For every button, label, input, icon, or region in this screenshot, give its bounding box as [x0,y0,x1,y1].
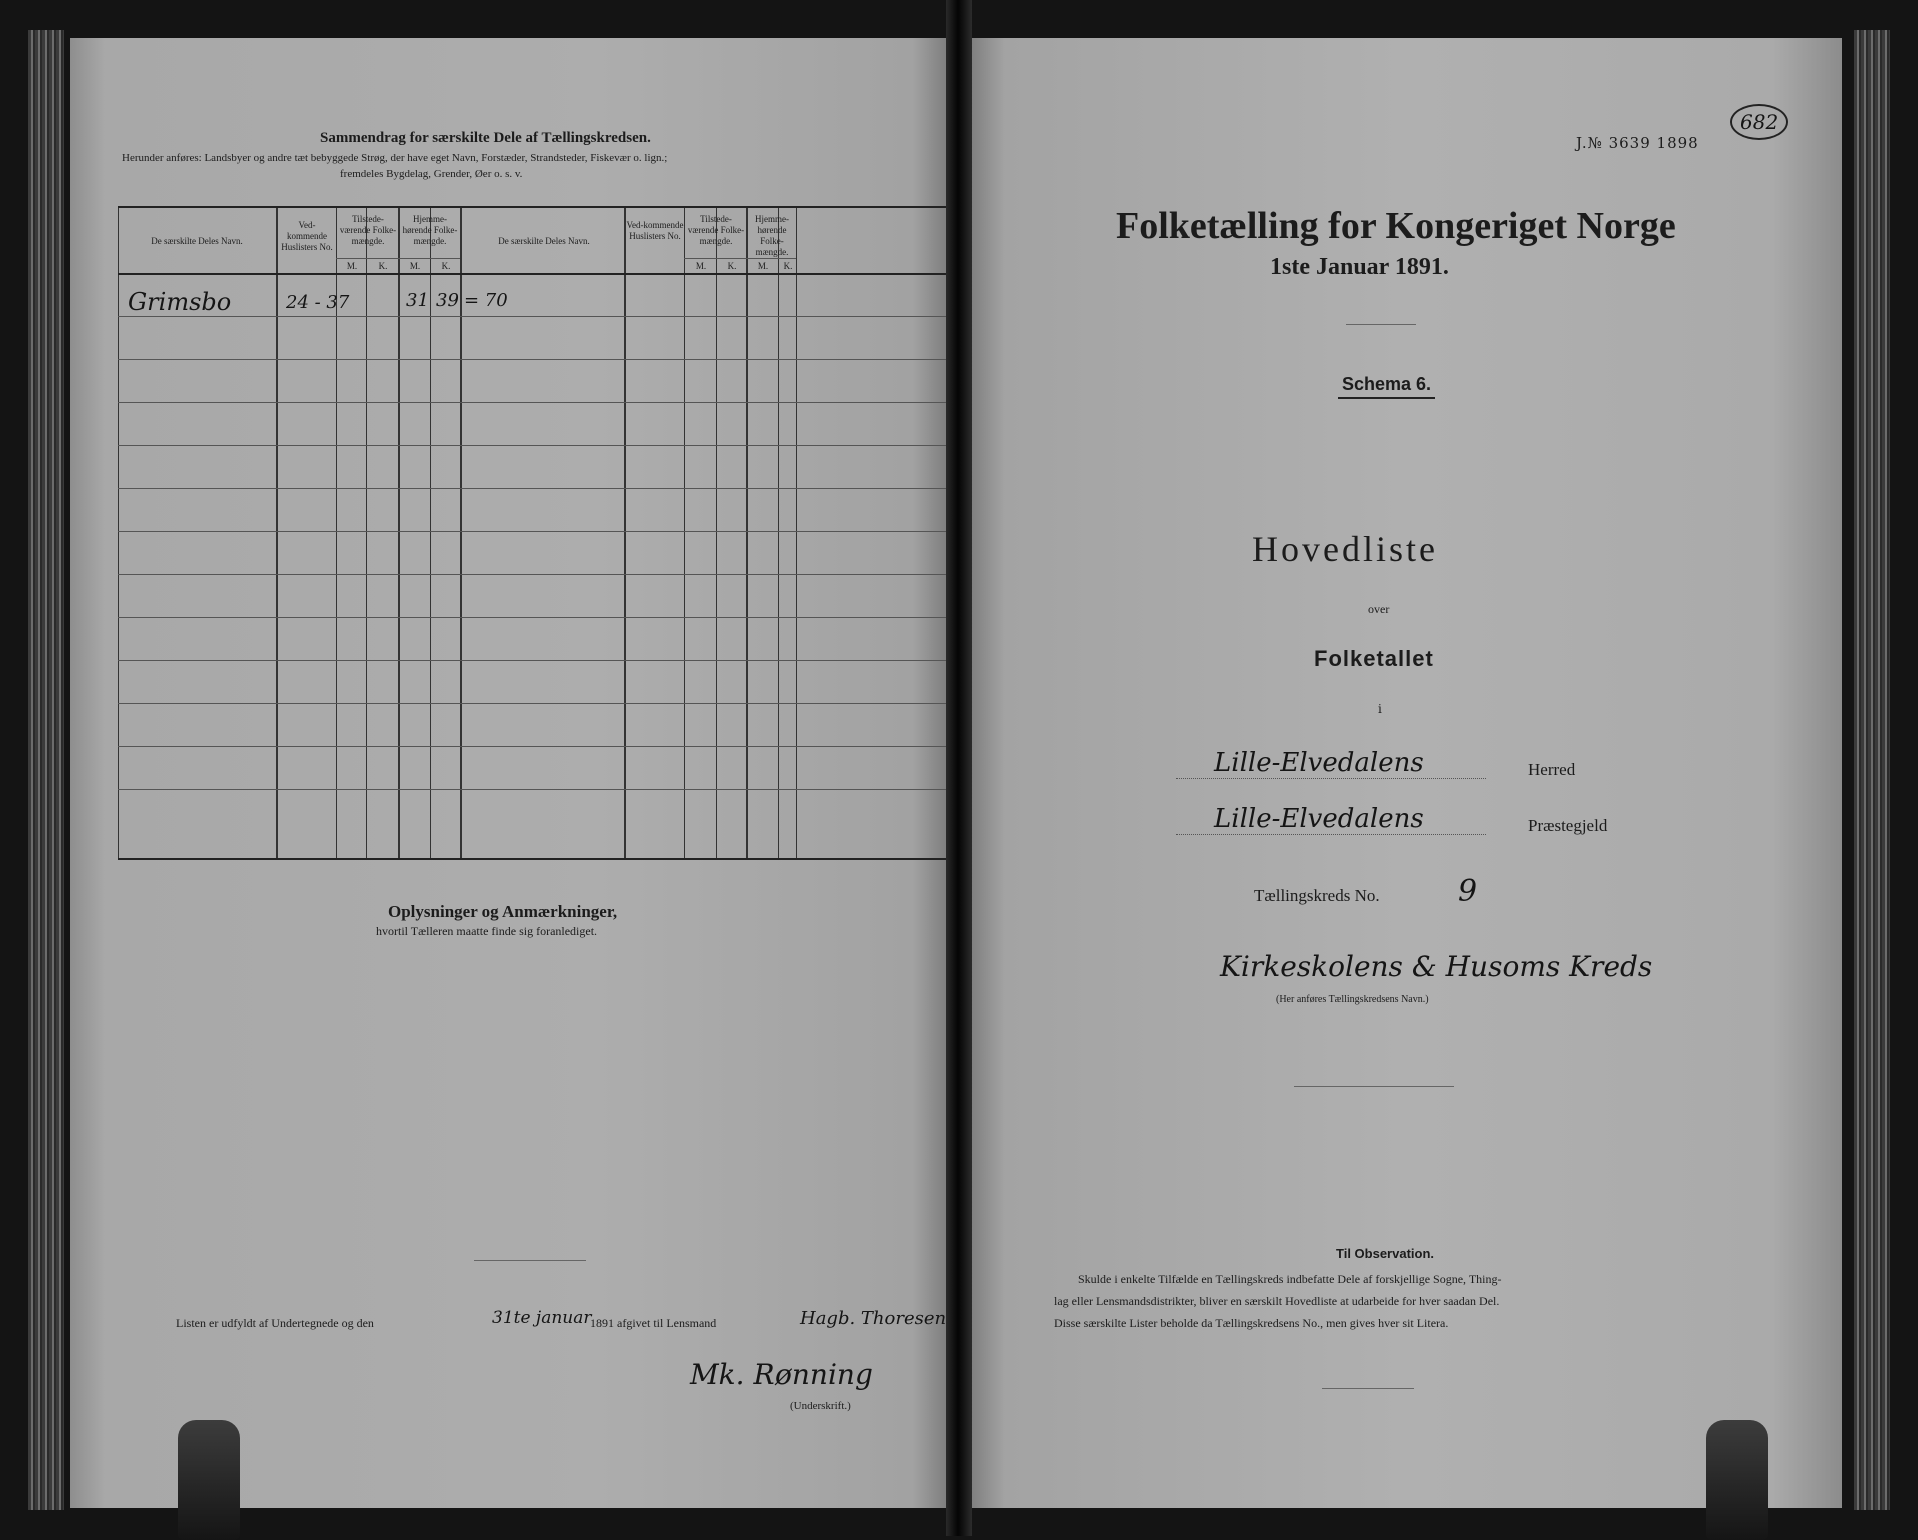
footer-mid: 1891 afgivet til Lensmand [590,1316,717,1330]
herred-value: Lille-Elvedalens [1214,748,1424,778]
signature: Mk. Rønning [690,1358,873,1391]
remarks-title: Oplysninger og Anmærkninger, [388,902,618,921]
kreds-name: Kirkeskolens & Husoms Kreds [1220,950,1653,983]
binding-clip-left [178,1420,240,1540]
kreds-label: Tællingskreds No. [1254,886,1380,905]
header-present-k-2: K. [727,261,737,271]
header-resident-m-2: M. [757,261,769,271]
left-page [70,38,948,1508]
page-number: 682 [1730,104,1788,140]
right-page [970,38,1842,1508]
row1-resident-m: 31 [406,290,429,311]
journal-number: J.№ 3639 1898 [1576,134,1699,152]
header-resident: Hjemme-hørende Folke-mængde. [402,214,458,246]
header-list-no: Ved-kommende Huslisters No. [281,220,333,252]
header-present: Tilstede-værende Folke-mængde. [339,214,397,246]
footer-prefix: Listen er udfyldt af Undertegnede og den [176,1316,374,1330]
header-resident-2: Hjemme-hørende Folke-mængde. [755,214,789,257]
summary-subtitle-1: Herunder anføres: Landsbyer og andre tæt bebyggede Strøg, der have eget Navn, Forstæder, Strandsteder, Fiskevær o. lign.; [122,152,668,164]
signature-label: (Underskrift.) [790,1400,851,1412]
prestegjeld-value: Lille-Elvedalens [1214,804,1424,834]
summary-table [118,206,950,860]
observation-line-1: Skulde i enkelte Tilfælde en Tællingskreds indbefatte Dele af forskjellige Sogne, Thing- [1078,1272,1502,1286]
header-resident-k: K. [441,261,451,271]
book-edge-left [28,30,64,1510]
header-name: De særskilte Deles Navn. [151,236,243,246]
hovedliste-title: Hovedliste [1252,529,1438,569]
folketallet-title: Folketallet [1314,646,1434,671]
census-title: Folketælling for Kongeriget Norge [1116,205,1676,247]
herred-label: Herred [1528,760,1576,779]
observation-line-2: lag eller Lensmandsdistrikter, bliver en særskilt Hovedliste at udarbeide for hver saadan Del. [1054,1294,1500,1308]
i-label: i [1378,702,1382,716]
remarks-subtitle: hvortil Tælleren maatte finde sig foranlediget. [376,924,598,938]
header-present-2: Tilstede-værende Folke-mængde. [687,214,745,246]
footer-date: 31te januar [492,1308,592,1328]
over-label: over [1368,602,1390,616]
header-present-m: M. [346,261,358,271]
footer-lensmand: Hagb. Thoresen [800,1308,947,1329]
header-present-m-2: M. [695,261,707,271]
book-spine [946,0,972,1536]
row1-resident-k: 39 [436,290,459,311]
prestegjeld-label: Præstegjeld [1528,816,1608,835]
header-resident-k-2: K. [783,261,793,271]
binding-clip-right [1706,1420,1768,1540]
summary-subtitle-2: fremdeles Bygdelag, Grender, Øer o. s. v. [340,168,523,180]
observation-line-3: Disse særskilte Lister beholde da Tællingskredsens No., men gives hver sit Litera. [1054,1316,1449,1330]
header-present-k: K. [378,261,388,271]
observation-title: Til Observation. [1336,1246,1435,1261]
census-date: 1ste Januar 1891. [1270,254,1449,280]
row1-name: Grimsbo [128,288,232,316]
header-resident-m: M. [409,261,421,271]
header-name-2: De særskilte Deles Navn. [498,236,590,246]
header-list-no-2: Ved-kommende Huslisters No. [626,220,684,241]
row1-list-no: 24 - 37 [286,292,350,313]
schema: Schema 6. [1338,374,1435,399]
book-edge-right [1854,30,1890,1510]
kreds-value: 9 [1458,874,1478,909]
summary-title: Sammendrag for særskilte Dele af Tællingskredsen. [320,130,651,146]
row1-total: = 70 [464,290,508,311]
kreds-name-note: (Her anføres Tællingskredsens Navn.) [1276,994,1429,1005]
